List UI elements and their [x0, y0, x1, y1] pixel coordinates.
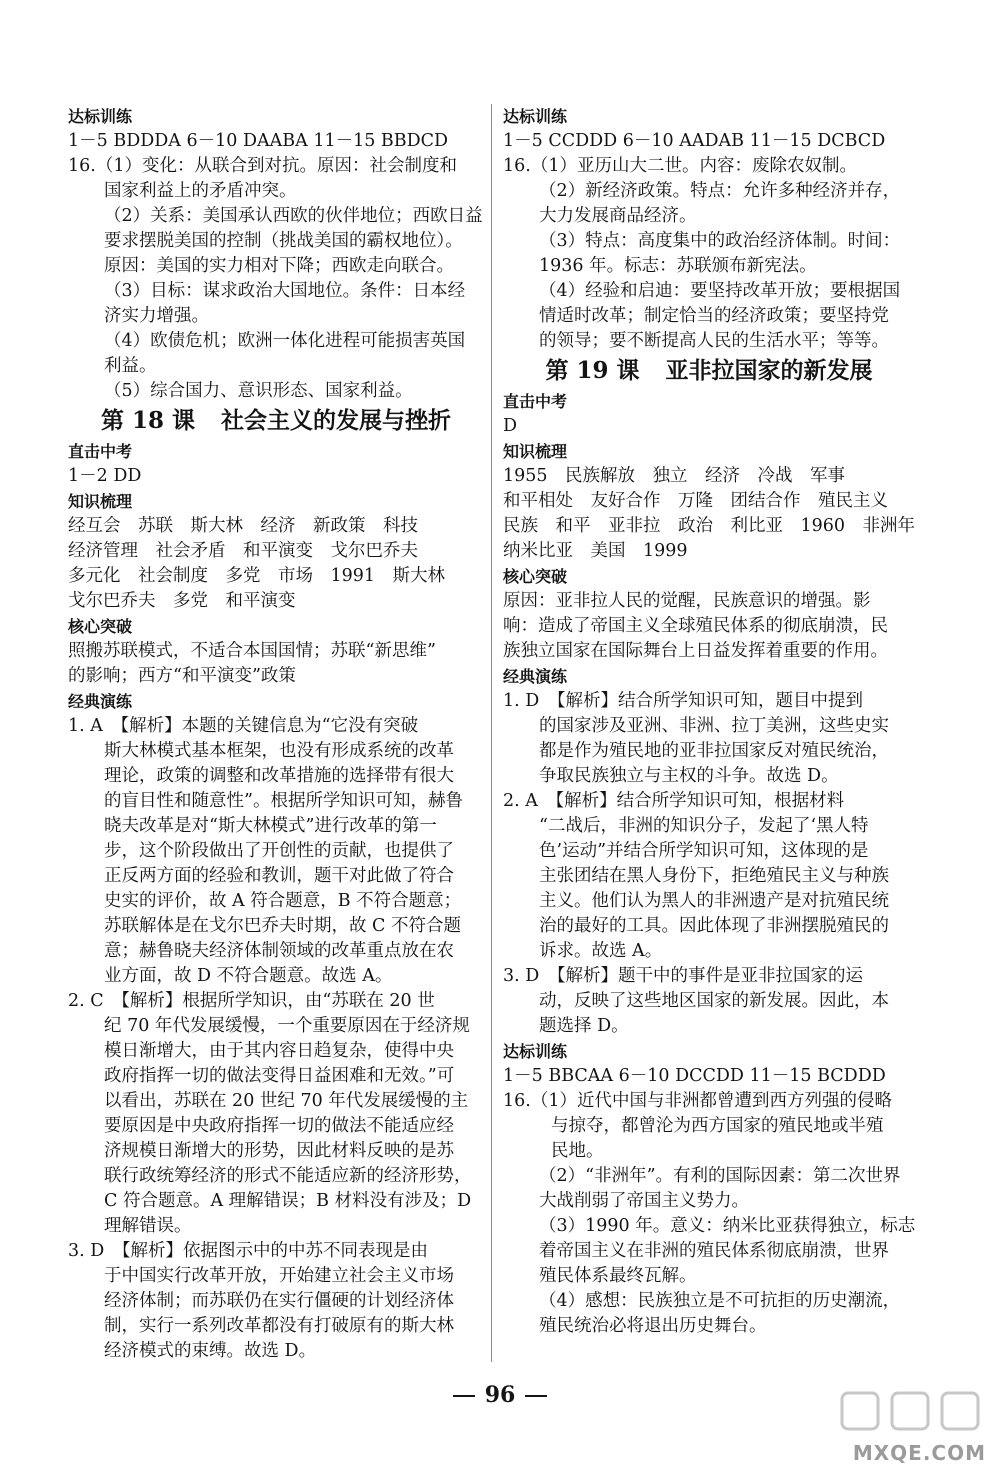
lesson-number: 第 19 课 — [545, 357, 640, 384]
text-line: 诉求。故选 A。 — [539, 941, 663, 961]
footer-dash-left — [453, 1395, 475, 1397]
text-line: 3. D 【解析】依据图示中的中苏不同表现是由 — [68, 1241, 429, 1261]
lesson-number: 第 18 课 — [100, 407, 196, 434]
section-heading: 核心突破 — [68, 617, 133, 636]
text-line: 理解错误。 — [104, 1216, 192, 1236]
watermark-text: MXQE.COM — [852, 1441, 986, 1465]
text-line: 联行政统筹经济的形式不能适应新的经济形势， — [104, 1166, 472, 1186]
text-line: 大战削弱了帝国主义势力。 — [539, 1191, 749, 1211]
text-line: 治的最好的工具。因此体现了非洲摆脱殖民的 — [539, 916, 889, 936]
text-line: 斯大林模式基本框架，也没有形成系统的改革 — [104, 741, 454, 761]
text-line: 1936 年。标志：苏联颁布新宪法。 — [539, 256, 817, 276]
text-line: 1－2 DD — [68, 466, 142, 486]
section-heading: 经典演练 — [503, 667, 568, 686]
text-line: 戈尔巴乔夫 多党 和平演变 — [68, 591, 296, 611]
text-line: 原因：亚非拉人民的觉醒，民族意识的增强。影 — [503, 591, 871, 611]
page-number: 96 — [484, 1382, 516, 1408]
text-line: 模日渐增大，由于其内容日趋复杂，使得中央 — [104, 1041, 454, 1061]
text-line: 要原因是中央政府指挥一切的做法不能适应经 — [104, 1116, 454, 1136]
text-line: 1955 民族解放 独立 经济 冷战 军事 — [503, 466, 846, 486]
right-column — [503, 104, 915, 1339]
text-line: 1－5 BBCAA 6－10 DCCDD 11－15 BCDDD — [503, 1066, 886, 1086]
text-line: 题选择 D。 — [539, 1016, 629, 1036]
text-line: 主张团结在黑人身份下，拒绝殖民主义与种族 — [539, 866, 889, 886]
text-line: 制，实行一系列改革都没有打破原有的斯大林 — [104, 1316, 454, 1336]
lesson-title — [503, 355, 915, 387]
text-line: C 符合题意。A 理解错误；B 材料没有涉及；D — [104, 1191, 472, 1211]
text-line: 济规模日渐增大的形势，因此材料反映的是苏 — [104, 1141, 454, 1161]
text-line: 3. D 【解析】题干中的事件是亚非拉国家的运 — [503, 966, 864, 986]
text-line: 的盲目性和随意性”。根据所学知识可知，赫鲁 — [104, 791, 463, 811]
section-heading: 知识梳理 — [503, 442, 568, 461]
text-line: 民族 和平 亚非拉 政治 利比亚 1960 非洲年 — [503, 516, 916, 536]
text-line: 2. A 【解析】结合所学知识可知，根据材料 — [503, 791, 845, 811]
column-divider — [491, 104, 492, 1362]
text-line: 经济管理 社会矛盾 和平演变 戈尔巴乔夫 — [68, 541, 418, 561]
section-heading: 直击中考 — [503, 392, 568, 411]
text-line: 济实力增强。 — [104, 306, 209, 326]
text-line: 1. A 【解析】本题的关键信息为“它没有突破 — [68, 716, 419, 736]
left-column — [68, 104, 484, 1364]
text-line: 着帝国主义在非洲的殖民体系彻底崩溃，世界 — [539, 1241, 889, 1261]
text-line: 多元化 社会制度 多党 市场 1991 斯大林 — [68, 566, 446, 586]
text-line: 动，反映了这些地区国家的新发展。因此，本 — [539, 991, 889, 1011]
text-line: 大力发展商品经济。 — [539, 206, 697, 226]
text-line: 苏联解体是在戈尔巴乔夫时期，故 C 不符合题 — [104, 916, 462, 936]
text-line: （4）欧债危机；欧洲一体化进程可能损害英国 — [104, 331, 466, 351]
text-line: 16.（1）变化：从联合到对抗。原因：社会制度和 — [68, 156, 457, 176]
section-heading: 达标训练 — [503, 1042, 568, 1061]
section-heading: 知识梳理 — [68, 492, 133, 511]
text-line: 经互会 苏联 斯大林 经济 新政策 科技 — [68, 516, 418, 536]
text-line: 以看出，苏联在 20 世纪 70 年代发展缓慢的主 — [104, 1091, 469, 1111]
text-line: 争取民族独立与主权的斗争。故选 D。 — [539, 766, 839, 786]
text-line: 政府指挥一切的做法变得日益困难和无效。”可 — [104, 1066, 455, 1086]
text-line: 16.（1）亚历山大二世。内容：废除农奴制。 — [503, 156, 857, 176]
text-line: 色’运动”并结合所学知识可知，这体现的是 — [539, 841, 869, 861]
text-line: 1－5 CCDDD 6－10 AADAB 11－15 DCBCD — [503, 131, 886, 151]
section-heading: 直击中考 — [68, 442, 133, 461]
text-line: （3）目标：谋求政治大国地位。条件：日本经 — [104, 281, 466, 301]
text-line: 要求摆脱美国的控制（挑战美国的霸权地位）。 — [104, 231, 463, 251]
text-line: 晓夫改革是对“斯大林模式”进行改革的第一 — [104, 816, 437, 836]
text-line: 正反两方面的经验和教训，题干对此做了符合 — [104, 866, 454, 886]
text-line: 经济体制；而苏联仍在实行僵硬的计划经济体 — [104, 1291, 454, 1311]
text-line: 的领导；要不断提高人民的生活水平；等等。 — [539, 331, 889, 351]
text-line: 与掠夺，都曾沦为西方国家的殖民地或半殖 — [551, 1116, 884, 1136]
text-line: 步，这个阶段做出了开创性的贡献，也提供了 — [104, 841, 454, 861]
text-line: （2）关系：美国承认西欧的伙伴地位；西欧日益 — [104, 206, 483, 226]
text-line: （4）经验和启迪：要坚持改革开放；要根据国 — [539, 281, 901, 301]
text-line: （3）特点：高度集中的政治经济体制。时间： — [539, 231, 901, 251]
text-line: 意；赫鲁晓夫经济体制领域的改革重点放在农 — [104, 941, 454, 961]
section-heading: 达标训练 — [68, 107, 133, 126]
text-line: 经济模式的束缚。故选 D。 — [104, 1341, 317, 1361]
lesson-name: 社会主义的发展与挫折 — [221, 407, 452, 434]
text-line: 的影响；西方“和平演变”政策 — [68, 666, 296, 686]
text-line: 1－5 BDDDA 6－10 DAABA 11－15 BBDCD — [68, 131, 449, 151]
text-line: 于中国实行改革开放，开始建立社会主义市场 — [104, 1266, 454, 1286]
text-line: （2）“非洲年”。有利的国际因素：第二次世界 — [539, 1166, 901, 1186]
text-line: （3）1990 年。意义：纳米比亚获得独立，标志 — [539, 1216, 916, 1236]
section-heading: 核心突破 — [503, 567, 568, 586]
footer-dash-right — [525, 1395, 547, 1397]
text-line: （2）新经济政策。特点：允许多种经济并存， — [539, 181, 901, 201]
text-line: 照搬苏联模式，不适合本国国情；苏联“新思维” — [68, 641, 436, 661]
text-line: 国家利益上的矛盾冲突。 — [104, 181, 297, 201]
text-line: 主义。他们认为黑人的非洲遗产是对抗殖民统 — [539, 891, 889, 911]
text-line: 理论，政策的调整和改革措施的选择带有很大 — [104, 766, 454, 786]
text-line: “二战后，非洲的知识分子，发起了‘黑人特 — [539, 816, 869, 836]
text-line: 原因：美国的实力相对下降；西欧走向联合。 — [104, 256, 454, 276]
text-line: 史实的评价，故 A 符合题意，B 不符合题意； — [104, 891, 462, 911]
text-line: 族独立国家在国际舞台上日益发挥着重要的作用。 — [503, 641, 888, 661]
text-line: （5）综合国力、意识形态、国家利益。 — [104, 381, 413, 401]
text-line: 2. C 【解析】根据所学知识，由“苏联在 20 世 — [68, 991, 435, 1011]
text-line: 都是作为殖民地的亚非拉国家反对殖民统治， — [539, 741, 889, 761]
text-line: D — [503, 416, 518, 436]
text-line: 利益。 — [104, 356, 157, 376]
text-line: 的国家涉及亚洲、非洲、拉丁美洲，这些史实 — [539, 716, 889, 736]
text-line: 民地。 — [551, 1141, 604, 1161]
text-line: 纳米比亚 美国 1999 — [503, 541, 688, 561]
lesson-name: 亚非拉国家的新发展 — [665, 357, 873, 384]
section-heading: 达标训练 — [503, 107, 568, 126]
lesson-title — [68, 405, 484, 437]
text-line: （4）感想：民族独立是不可抗拒的历史潮流， — [539, 1291, 901, 1311]
text-line: 响：造成了帝国主义全球殖民体系的彻底崩溃，民 — [503, 616, 888, 636]
text-line: 殖民体系最终瓦解。 — [539, 1266, 697, 1286]
section-heading: 经典演练 — [68, 692, 133, 711]
text-line: 1. D 【解析】结合所学知识可知，题目中提到 — [503, 691, 864, 711]
text-line: 殖民统治必将退出历史舞台。 — [539, 1316, 767, 1336]
text-line: 情适时改革；制定恰当的经济政策；要坚持党 — [539, 306, 889, 326]
text-line: 16.（1）近代中国与非洲都曾遭到西方列强的侵略 — [503, 1091, 892, 1111]
text-line: 和平相处 友好合作 万隆 团结合作 殖民主义 — [503, 491, 888, 511]
text-line: 业方面，故 D 不符合题意。故选 A。 — [104, 966, 393, 986]
text-line: 纪 70 年代发展缓慢，一个重要原因在于经济规 — [104, 1016, 470, 1036]
